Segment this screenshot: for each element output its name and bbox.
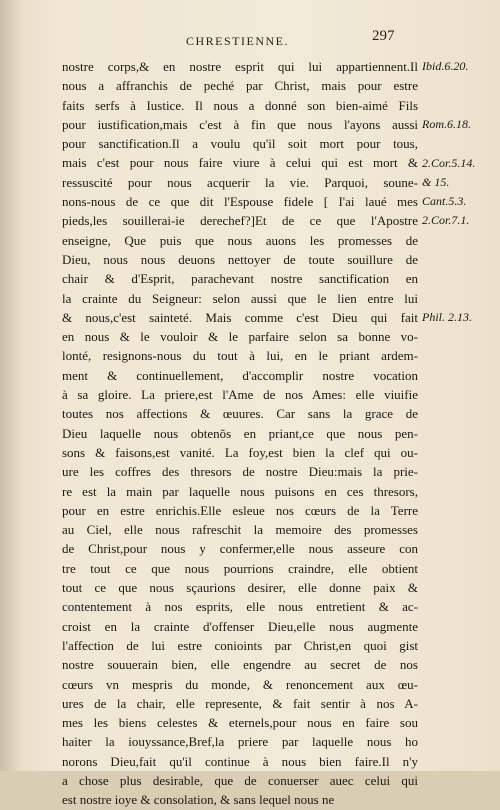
text-line: l'affection de lui estre conioints par Christ,en quoi gist: [62, 637, 418, 653]
margin-note: & 15.: [422, 174, 450, 189]
text-line: nostre corps,& en nostre esprit qui lui appartiennent.Il: [62, 59, 418, 74]
text-line: enseigne, Que puis que nous auons les promesses de: [62, 232, 418, 248]
text-line: ment & continuellement, d'accomplir nostre vocation: [62, 367, 418, 383]
text-line: pour iustification,mais c'est à fin que nous l'ayons aussi: [62, 116, 418, 132]
margin-note: Ibid.6.20.: [422, 59, 469, 73]
text-line: pour sanctification.Il a voulu qu'il soit mort pour tous,: [62, 136, 418, 152]
text-line: ure les coffres des thresors de nostre Dieu:mais la prie-: [62, 464, 418, 480]
margin-note: 2.Cor.7.1.: [422, 213, 470, 228]
text-line: chair & d'Esprit, parachevant nostre sanctification en: [62, 271, 418, 287]
text-line: au Ciel, elle nous rafreschit la memoire des promesses: [62, 522, 418, 538]
text-line: de Christ,pour nous y confermer,elle nous asseure con: [62, 541, 418, 557]
text-line: tout ce que nous sçaurions desirer, elle donne paix &: [62, 580, 418, 596]
text-line: mais c'est pour nous faire viure à celui qui est mort &: [62, 155, 418, 171]
running-head: CHRESTIENNE.: [186, 34, 289, 48]
body-text: [62, 57, 418, 810]
text-line: faits serfs à Iustice. Il nous a donné son bien-aimé Fils: [62, 97, 418, 113]
text-line: nostre souuerain bien, elle engendre au secret de nos: [62, 657, 418, 673]
text-line: nous a affranchis de peché par Christ, mais pour estre: [62, 78, 418, 94]
text-line: ures de la chair, elle represente, & fait sentir à nos A-: [62, 695, 418, 711]
text-line: est nostre ioye & consolation, & sans lequel nous ne: [62, 792, 335, 808]
margin-note: 2.Cor.5.14.: [422, 155, 476, 170]
spine-shadow: [0, 0, 22, 771]
text-line: pour en estre enrichis.Elle esleue nos cœurs de la Terre: [62, 502, 418, 518]
text-line: cœurs vn mespris du monde, & renoncement aux œu-: [62, 676, 418, 692]
text-line: Dieu laquelle nous obtenõs en priant,ce que nous pen-: [62, 425, 418, 441]
text-line: la crainte du Seigneur: selon aussi que le lien entre lui: [62, 290, 418, 306]
text-line: haiter la iouyssance,Bref,la priere par laquelle nous ho: [62, 734, 418, 750]
margin-note: Rom.6.18.: [422, 116, 471, 131]
margin-note: Cant.5.3.: [422, 194, 467, 209]
text-line: croist en la crainte d'offenser Dieu,elle nous augmente: [62, 618, 418, 634]
text-line: re est la main par laquelle nous puisons en ces thresors,: [62, 483, 418, 499]
text-line: en nous & le vouloir & le parfaire selon sa bonne vo-: [62, 329, 418, 345]
text-line: nons-nous de ce que dit l'Espouse fidele [ I'ai laué mes: [62, 194, 418, 210]
page-number: 297: [372, 28, 395, 44]
text-line: ressuscité pour nous acquerir la vie. Parquoi, soune-: [62, 174, 418, 190]
text-line: sons & faisons,est vanité. La foy,est bien la clef qui ou-: [62, 444, 418, 460]
text-line: norons Dieu,fait qu'il continue à nous bien faire.Il n'y: [62, 753, 418, 769]
text-line: contentement à nos esprits, elle nous entretient & ac-: [62, 599, 418, 615]
page-header: [0, 28, 500, 56]
text-line: toutes nos affections & œuures. Car sans la grace de: [62, 406, 418, 422]
margin-note: Phil. 2.13.: [422, 309, 472, 324]
text-line: Dieu, nous nous deuons nettoyer de toute souillure de: [62, 251, 418, 267]
text-line: tre tout ce que nous pourrions craindre, elle obtient: [62, 560, 418, 576]
text-line: a chose plus desirable, que de conuerser auec celui qui: [62, 772, 418, 788]
text-line: pieds,les souillerai-ie derechef?]Et de ce que l'Apostre: [62, 213, 418, 229]
text-line: mes les biens celestes & eternels,pour nous en faire sou: [62, 715, 418, 731]
text-line: à sa gloire. La priere,est l'Ame de nos Ames: elle viuifie: [62, 387, 418, 403]
text-line: & nous,c'est sainteté. Mais comme c'est Dieu qui fait: [62, 309, 418, 325]
text-line: lonté, resignons-nous du tout à lui, en le priant ardem-: [62, 348, 418, 364]
